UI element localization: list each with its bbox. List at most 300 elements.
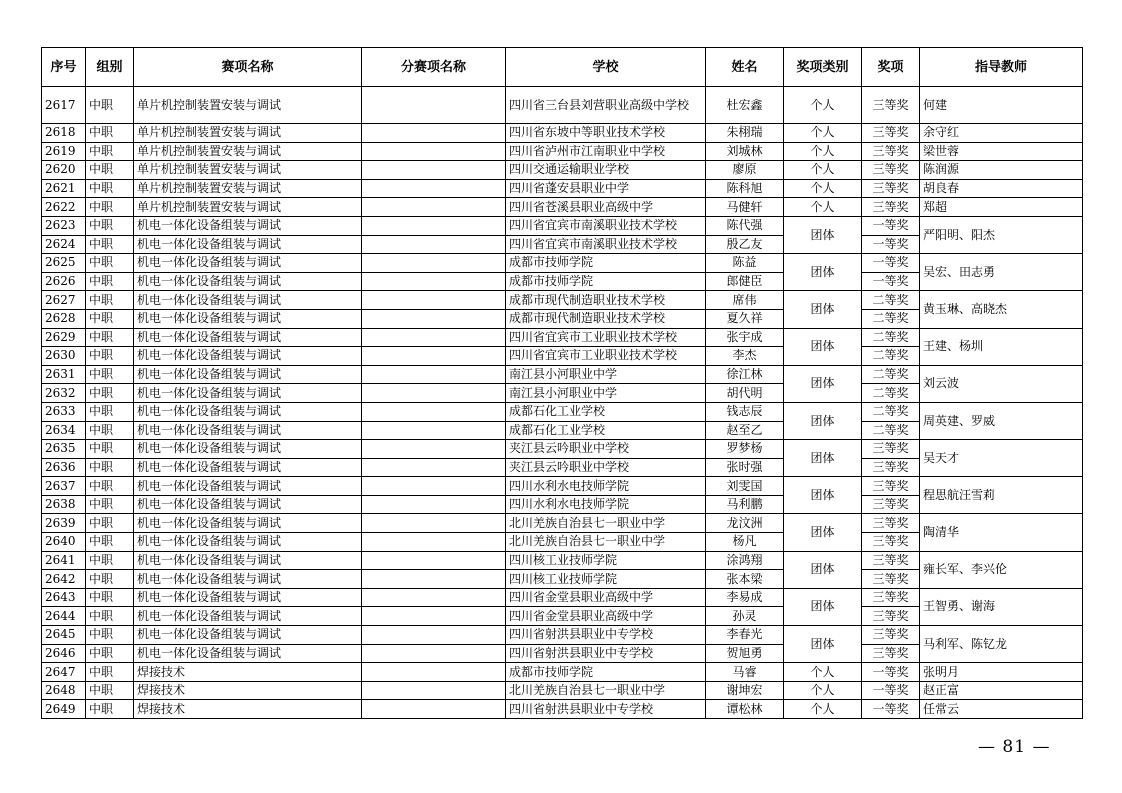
cell-no: 2626 [42, 272, 86, 291]
cell-teacher: 胡良春 [920, 179, 1083, 198]
table-row [42, 179, 1083, 198]
cell-name: 赵至乙 [706, 421, 784, 440]
cell-school: 四川省宜宾市南溪职业技术学校 [506, 216, 706, 235]
table-row [42, 402, 1083, 421]
cell-teacher: 赵正富 [920, 681, 1083, 700]
table-row [42, 161, 1083, 180]
cell-name: 郎健臣 [706, 272, 784, 291]
cell-name: 钱志辰 [706, 402, 784, 421]
cell-group: 中职 [86, 477, 134, 496]
cell-name: 张本梁 [706, 570, 784, 589]
cell-no: 2633 [42, 402, 86, 421]
cell-group: 中职 [86, 365, 134, 384]
cell-sub-event [362, 570, 506, 589]
cell-award: 三等奖 [862, 142, 920, 161]
cell-event: 机电一体化设备组装与调试 [134, 328, 362, 347]
table-row [42, 142, 1083, 161]
cell-sub-event [362, 272, 506, 291]
cell-award-type: 团体 [784, 402, 862, 439]
cell-sub-event [362, 588, 506, 607]
cell-sub-event [362, 291, 506, 310]
cell-award-type: 个人 [784, 179, 862, 198]
cell-teacher: 刘云波 [920, 365, 1083, 402]
cell-name: 席伟 [706, 291, 784, 310]
cell-group: 中职 [86, 254, 134, 273]
cell-teacher: 吴天才 [920, 440, 1083, 477]
cell-award-type: 团体 [784, 626, 862, 663]
cell-teacher: 严阳明、阳杰 [920, 216, 1083, 253]
cell-event: 机电一体化设备组装与调试 [134, 235, 362, 254]
cell-no: 2636 [42, 458, 86, 477]
cell-event: 机电一体化设备组装与调试 [134, 570, 362, 589]
table-row [42, 551, 1083, 570]
cell-event: 机电一体化设备组装与调试 [134, 495, 362, 514]
table-row [42, 626, 1083, 645]
cell-name: 李春光 [706, 626, 784, 645]
cell-sub-event [362, 440, 506, 459]
table-row [42, 681, 1083, 700]
cell-no: 2643 [42, 588, 86, 607]
cell-no: 2648 [42, 681, 86, 700]
cell-no: 2634 [42, 421, 86, 440]
cell-award-type: 个人 [784, 700, 862, 719]
cell-school: 四川省射洪县职业中专学校 [506, 700, 706, 719]
cell-sub-event [362, 533, 506, 552]
cell-group: 中职 [86, 198, 134, 217]
cell-school: 北川羌族自治县七一职业中学 [506, 681, 706, 700]
cell-event: 焊接技术 [134, 681, 362, 700]
cell-school: 四川省蓬安县职业中学 [506, 179, 706, 198]
cell-name: 陈益 [706, 254, 784, 273]
header-sub-event: 分赛项名称 [362, 48, 506, 87]
cell-event: 单片机控制装置安装与调试 [134, 161, 362, 180]
cell-event: 机电一体化设备组装与调试 [134, 309, 362, 328]
header-teacher: 指导教师 [920, 48, 1083, 87]
cell-award: 一等奖 [862, 235, 920, 254]
cell-teacher: 余守红 [920, 124, 1083, 143]
cell-no: 2647 [42, 663, 86, 682]
cell-teacher: 张明月 [920, 663, 1083, 682]
cell-event: 机电一体化设备组装与调试 [134, 440, 362, 459]
cell-teacher: 雍长军、李兴伦 [920, 551, 1083, 588]
cell-award-type: 个人 [784, 87, 862, 124]
cell-school: 南江县小河职业中学 [506, 384, 706, 403]
cell-teacher: 马利军、陈钇龙 [920, 626, 1083, 663]
cell-no: 2646 [42, 644, 86, 663]
cell-name: 马睿 [706, 663, 784, 682]
cell-sub-event [362, 254, 506, 273]
cell-no: 2635 [42, 440, 86, 459]
header-group: 组别 [86, 48, 134, 87]
cell-name: 马健轩 [706, 198, 784, 217]
cell-no: 2644 [42, 607, 86, 626]
cell-sub-event [362, 421, 506, 440]
cell-no: 2618 [42, 124, 86, 143]
cell-sub-event [362, 607, 506, 626]
cell-group: 中职 [86, 551, 134, 570]
cell-group: 中职 [86, 87, 134, 124]
table-row [42, 514, 1083, 533]
cell-sub-event [362, 700, 506, 719]
cell-sub-event [362, 216, 506, 235]
cell-school: 四川省射洪县职业中专学校 [506, 644, 706, 663]
table-header [42, 48, 1083, 87]
table-row [42, 124, 1083, 143]
cell-group: 中职 [86, 402, 134, 421]
cell-award-type: 团体 [784, 588, 862, 625]
cell-name: 张时强 [706, 458, 784, 477]
cell-name: 殷乙友 [706, 235, 784, 254]
cell-school: 夹江县云吟职业中学校 [506, 440, 706, 459]
cell-school: 成都市技师学院 [506, 663, 706, 682]
cell-event: 机电一体化设备组装与调试 [134, 458, 362, 477]
cell-school: 四川核工业技师学院 [506, 551, 706, 570]
cell-teacher: 陈润源 [920, 161, 1083, 180]
cell-no: 2630 [42, 347, 86, 366]
cell-sub-event [362, 551, 506, 570]
cell-group: 中职 [86, 216, 134, 235]
cell-award: 三等奖 [862, 87, 920, 124]
cell-event: 机电一体化设备组装与调试 [134, 384, 362, 403]
cell-event: 机电一体化设备组装与调试 [134, 421, 362, 440]
cell-event: 机电一体化设备组装与调试 [134, 291, 362, 310]
cell-award: 三等奖 [862, 514, 920, 533]
cell-school: 成都石化工业学校 [506, 402, 706, 421]
cell-group: 中职 [86, 440, 134, 459]
cell-award: 一等奖 [862, 254, 920, 273]
cell-group: 中职 [86, 328, 134, 347]
cell-no: 2620 [42, 161, 86, 180]
table-row [42, 198, 1083, 217]
cell-sub-event [362, 347, 506, 366]
cell-group: 中职 [86, 588, 134, 607]
cell-award: 一等奖 [862, 700, 920, 719]
cell-sub-event [362, 495, 506, 514]
header-school: 学校 [506, 48, 706, 87]
cell-school: 北川羌族自治县七一职业中学 [506, 533, 706, 552]
cell-event: 机电一体化设备组装与调试 [134, 365, 362, 384]
cell-sub-event [362, 328, 506, 347]
cell-event: 焊接技术 [134, 663, 362, 682]
table-row [42, 291, 1083, 310]
cell-no: 2622 [42, 198, 86, 217]
cell-event: 单片机控制装置安装与调试 [134, 87, 362, 124]
cell-award: 三等奖 [862, 644, 920, 663]
cell-award-type: 个人 [784, 124, 862, 143]
cell-group: 中职 [86, 124, 134, 143]
cell-award-type: 团体 [784, 216, 862, 253]
cell-no: 2619 [42, 142, 86, 161]
cell-event: 单片机控制装置安装与调试 [134, 124, 362, 143]
cell-award: 三等奖 [862, 198, 920, 217]
table-row [42, 328, 1083, 347]
cell-school: 夹江县云吟职业中学校 [506, 458, 706, 477]
cell-event: 机电一体化设备组装与调试 [134, 402, 362, 421]
cell-name: 陈代强 [706, 216, 784, 235]
cell-award: 一等奖 [862, 663, 920, 682]
cell-sub-event [362, 681, 506, 700]
cell-name: 刘雯国 [706, 477, 784, 496]
cell-award: 二等奖 [862, 365, 920, 384]
cell-award-type: 个人 [784, 161, 862, 180]
cell-event: 机电一体化设备组装与调试 [134, 607, 362, 626]
cell-no: 2631 [42, 365, 86, 384]
cell-group: 中职 [86, 644, 134, 663]
cell-sub-event [362, 179, 506, 198]
cell-teacher: 何建 [920, 87, 1083, 124]
cell-school: 四川交通运输职业学校 [506, 161, 706, 180]
cell-award: 一等奖 [862, 681, 920, 700]
cell-award: 三等奖 [862, 570, 920, 589]
cell-group: 中职 [86, 626, 134, 645]
cell-school: 成都市现代制造职业技术学校 [506, 309, 706, 328]
cell-group: 中职 [86, 681, 134, 700]
cell-school: 四川省宜宾市工业职业技术学校 [506, 347, 706, 366]
cell-no: 2642 [42, 570, 86, 589]
cell-teacher: 王建、杨圳 [920, 328, 1083, 365]
cell-school: 四川核工业技师学院 [506, 570, 706, 589]
cell-name: 徐江林 [706, 365, 784, 384]
cell-group: 中职 [86, 161, 134, 180]
cell-sub-event [362, 626, 506, 645]
cell-teacher: 王智勇、谢海 [920, 588, 1083, 625]
cell-no: 2627 [42, 291, 86, 310]
table-row [42, 700, 1083, 719]
cell-no: 2623 [42, 216, 86, 235]
cell-name: 朱栩瑞 [706, 124, 784, 143]
cell-group: 中职 [86, 235, 134, 254]
cell-award-type: 团体 [784, 440, 862, 477]
cell-name: 罗梦杨 [706, 440, 784, 459]
table-body [42, 87, 1083, 719]
cell-sub-event [362, 309, 506, 328]
cell-award: 二等奖 [862, 421, 920, 440]
header-row [42, 48, 1083, 87]
cell-name: 廖原 [706, 161, 784, 180]
cell-group: 中职 [86, 663, 134, 682]
cell-no: 2637 [42, 477, 86, 496]
cell-group: 中职 [86, 458, 134, 477]
cell-name: 刘城林 [706, 142, 784, 161]
cell-sub-event [362, 384, 506, 403]
cell-teacher: 吴宏、田志勇 [920, 254, 1083, 291]
cell-school: 四川省宜宾市工业职业技术学校 [506, 328, 706, 347]
table-row [42, 440, 1083, 459]
cell-award: 三等奖 [862, 477, 920, 496]
cell-school: 四川省东坡中等职业技术学校 [506, 124, 706, 143]
cell-school: 四川水利水电技师学院 [506, 495, 706, 514]
cell-name: 谢坤宏 [706, 681, 784, 700]
table-row [42, 477, 1083, 496]
cell-sub-event [362, 235, 506, 254]
cell-award: 二等奖 [862, 384, 920, 403]
cell-no: 2640 [42, 533, 86, 552]
cell-event: 机电一体化设备组装与调试 [134, 551, 362, 570]
cell-group: 中职 [86, 514, 134, 533]
cell-sub-event [362, 663, 506, 682]
cell-name: 杨凡 [706, 533, 784, 552]
cell-award: 一等奖 [862, 216, 920, 235]
cell-no: 2628 [42, 309, 86, 328]
cell-teacher: 黄玉琳、高晓杰 [920, 291, 1083, 328]
header-event: 赛项名称 [134, 48, 362, 87]
cell-award-type: 团体 [784, 328, 862, 365]
cell-award: 三等奖 [862, 161, 920, 180]
cell-event: 机电一体化设备组装与调试 [134, 216, 362, 235]
cell-event: 机电一体化设备组装与调试 [134, 588, 362, 607]
cell-no: 2625 [42, 254, 86, 273]
cell-no: 2641 [42, 551, 86, 570]
cell-no: 2624 [42, 235, 86, 254]
cell-school: 四川省宜宾市南溪职业技术学校 [506, 235, 706, 254]
cell-no: 2629 [42, 328, 86, 347]
cell-award: 三等奖 [862, 533, 920, 552]
cell-award-type: 团体 [784, 254, 862, 291]
cell-group: 中职 [86, 421, 134, 440]
table-row [42, 254, 1083, 273]
cell-award: 三等奖 [862, 179, 920, 198]
cell-award: 三等奖 [862, 588, 920, 607]
cell-teacher: 梁世蓉 [920, 142, 1083, 161]
cell-name: 胡代明 [706, 384, 784, 403]
cell-name: 龙汶洲 [706, 514, 784, 533]
cell-school: 四川省泸州市江南职业中学校 [506, 142, 706, 161]
cell-teacher: 程思航汪雪莉 [920, 477, 1083, 514]
cell-name: 马利鹏 [706, 495, 784, 514]
cell-event: 单片机控制装置安装与调试 [134, 198, 362, 217]
table-row [42, 588, 1083, 607]
cell-teacher: 郑超 [920, 198, 1083, 217]
cell-school: 四川水利水电技师学院 [506, 477, 706, 496]
cell-event: 机电一体化设备组装与调试 [134, 347, 362, 366]
cell-no: 2621 [42, 179, 86, 198]
cell-group: 中职 [86, 700, 134, 719]
cell-sub-event [362, 477, 506, 496]
cell-group: 中职 [86, 607, 134, 626]
cell-group: 中职 [86, 291, 134, 310]
cell-school: 四川省射洪县职业中专学校 [506, 626, 706, 645]
cell-no: 2649 [42, 700, 86, 719]
cell-school: 四川省金堂县职业高级中学 [506, 607, 706, 626]
cell-sub-event [362, 402, 506, 421]
cell-sub-event [362, 124, 506, 143]
cell-award-type: 团体 [784, 514, 862, 551]
cell-award: 三等奖 [862, 458, 920, 477]
cell-name: 涂鸿翔 [706, 551, 784, 570]
cell-event: 机电一体化设备组装与调试 [134, 626, 362, 645]
cell-school: 成都市技师学院 [506, 254, 706, 273]
cell-group: 中职 [86, 179, 134, 198]
cell-name: 李易成 [706, 588, 784, 607]
cell-event: 单片机控制装置安装与调试 [134, 179, 362, 198]
cell-sub-event [362, 142, 506, 161]
cell-award-type: 个人 [784, 142, 862, 161]
cell-event: 机电一体化设备组装与调试 [134, 254, 362, 273]
cell-no: 2617 [42, 87, 86, 124]
cell-award: 三等奖 [862, 495, 920, 514]
cell-school: 北川羌族自治县七一职业中学 [506, 514, 706, 533]
cell-award: 二等奖 [862, 309, 920, 328]
cell-event: 机电一体化设备组装与调试 [134, 272, 362, 291]
cell-no: 2645 [42, 626, 86, 645]
cell-award: 三等奖 [862, 551, 920, 570]
cell-no: 2638 [42, 495, 86, 514]
cell-name: 张宇成 [706, 328, 784, 347]
cell-teacher: 周英建、罗威 [920, 402, 1083, 439]
cell-school: 成都市现代制造职业技术学校 [506, 291, 706, 310]
cell-no: 2639 [42, 514, 86, 533]
cell-name: 杜宏鑫 [706, 87, 784, 124]
cell-school: 南江县小河职业中学 [506, 365, 706, 384]
table-row [42, 87, 1083, 124]
cell-award-type: 团体 [784, 477, 862, 514]
cell-group: 中职 [86, 533, 134, 552]
cell-group: 中职 [86, 495, 134, 514]
awards-table [41, 47, 1083, 719]
cell-school: 四川省苍溪县职业高级中学 [506, 198, 706, 217]
cell-award: 一等奖 [862, 272, 920, 291]
table-row [42, 216, 1083, 235]
cell-group: 中职 [86, 272, 134, 291]
cell-event: 机电一体化设备组装与调试 [134, 533, 362, 552]
cell-group: 中职 [86, 347, 134, 366]
cell-award-type: 个人 [784, 663, 862, 682]
cell-event: 机电一体化设备组装与调试 [134, 477, 362, 496]
cell-sub-event [362, 514, 506, 533]
cell-event: 机电一体化设备组装与调试 [134, 644, 362, 663]
cell-name: 贺旭勇 [706, 644, 784, 663]
cell-name: 李杰 [706, 347, 784, 366]
cell-name: 陈科旭 [706, 179, 784, 198]
cell-sub-event [362, 365, 506, 384]
header-award-type: 奖项类别 [784, 48, 862, 87]
cell-school: 成都石化工业学校 [506, 421, 706, 440]
cell-award-type: 团体 [784, 365, 862, 402]
cell-event: 机电一体化设备组装与调试 [134, 514, 362, 533]
cell-school: 四川省金堂县职业高级中学 [506, 588, 706, 607]
cell-no: 2632 [42, 384, 86, 403]
header-award: 奖项 [862, 48, 920, 87]
cell-award: 二等奖 [862, 347, 920, 366]
cell-award-type: 个人 [784, 198, 862, 217]
cell-award: 三等奖 [862, 607, 920, 626]
table-row [42, 365, 1083, 384]
cell-group: 中职 [86, 570, 134, 589]
cell-teacher: 陶清华 [920, 514, 1083, 551]
cell-sub-event [362, 198, 506, 217]
page-number: — 81 — [978, 737, 1051, 757]
cell-group: 中职 [86, 384, 134, 403]
header-name: 姓名 [706, 48, 784, 87]
cell-award-type: 个人 [784, 681, 862, 700]
cell-event: 焊接技术 [134, 700, 362, 719]
cell-name: 孙灵 [706, 607, 784, 626]
table-row [42, 663, 1083, 682]
header-no: 序号 [42, 48, 86, 87]
cell-award-type: 团体 [784, 551, 862, 588]
cell-name: 谭松林 [706, 700, 784, 719]
cell-award: 二等奖 [862, 402, 920, 421]
cell-award: 三等奖 [862, 626, 920, 645]
cell-sub-event [362, 161, 506, 180]
cell-award: 二等奖 [862, 291, 920, 310]
cell-group: 中职 [86, 142, 134, 161]
cell-sub-event [362, 644, 506, 663]
cell-name: 夏久祥 [706, 309, 784, 328]
cell-award: 二等奖 [862, 328, 920, 347]
cell-teacher: 任常云 [920, 700, 1083, 719]
cell-award: 三等奖 [862, 440, 920, 459]
